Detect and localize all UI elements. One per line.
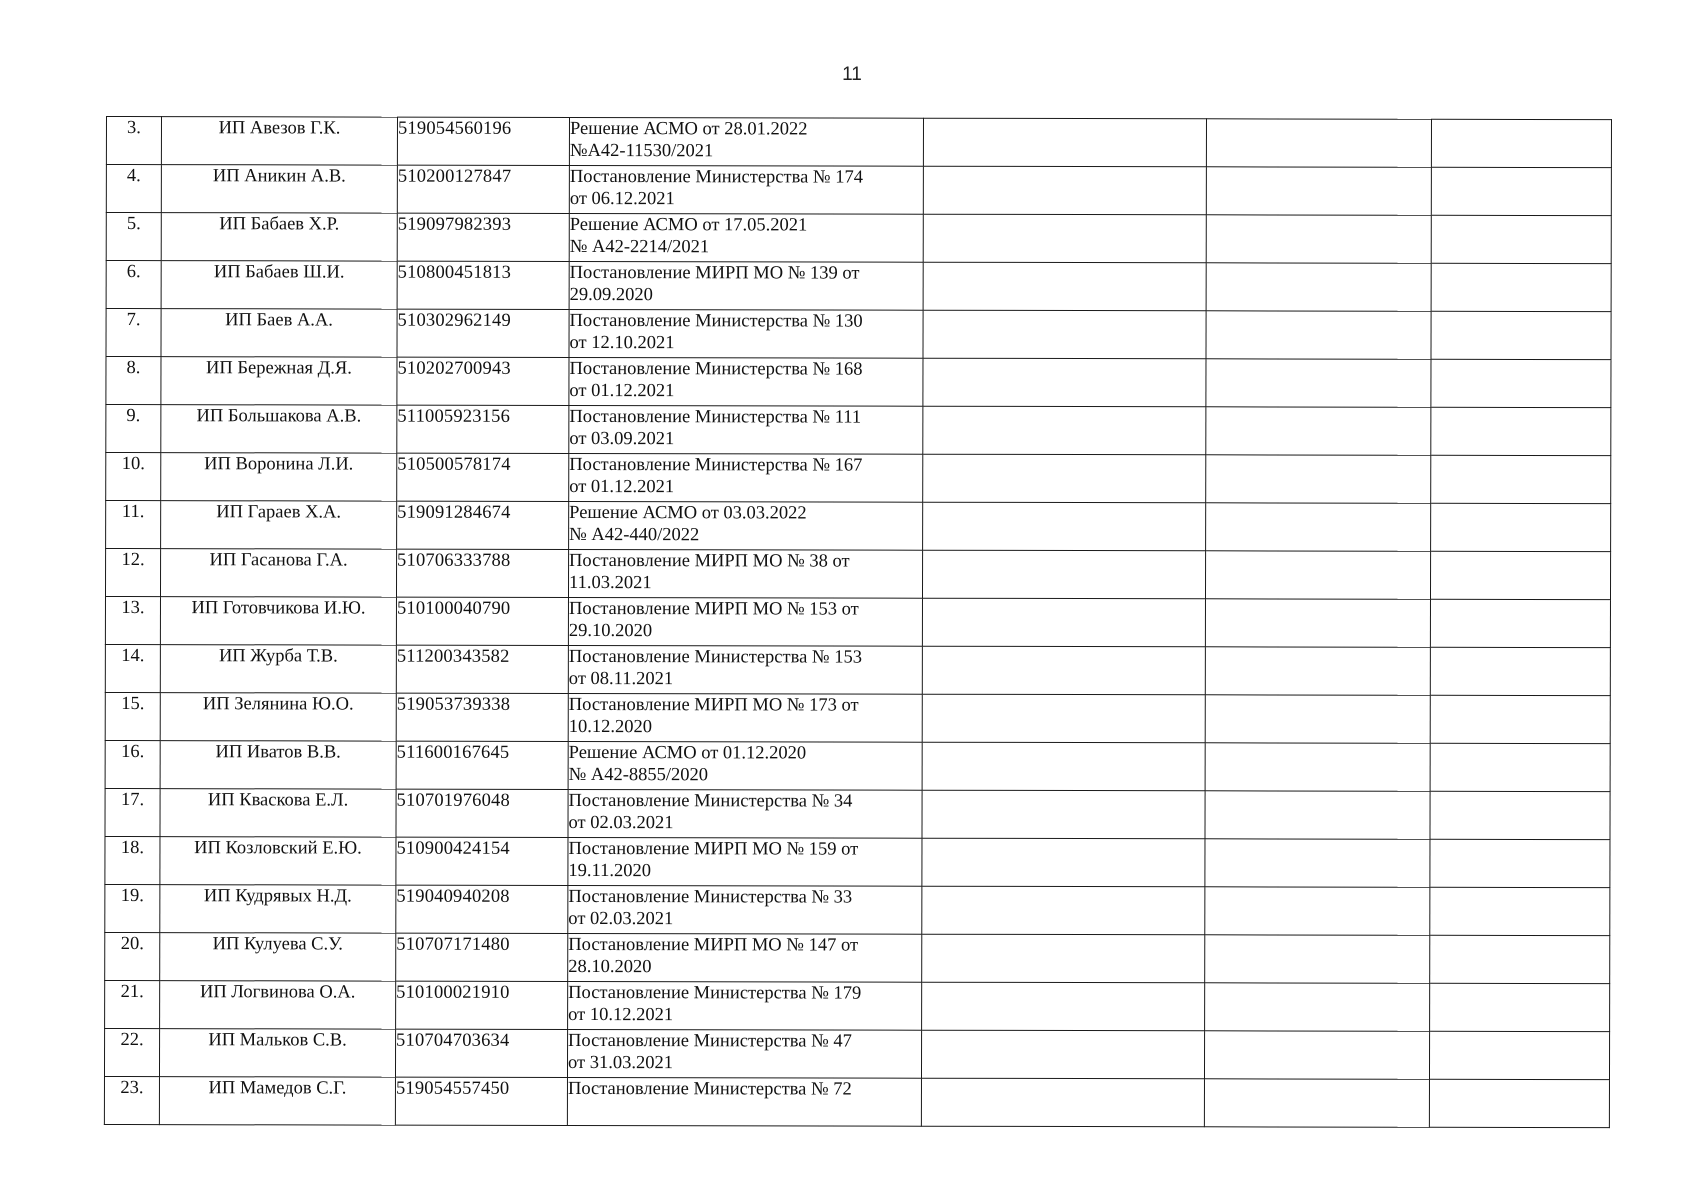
document-line-1: Постановление Министерства № 168 <box>569 358 863 380</box>
document-line-1: Решение АСМО от 17.05.2021 <box>569 214 808 236</box>
row-number-cell: 21. <box>105 980 160 1028</box>
document-line-1: Постановление Министерства № 47 <box>568 1030 852 1052</box>
document-cell <box>569 357 923 406</box>
table-row <box>105 644 1610 695</box>
empty-cell <box>922 598 1205 647</box>
document-line-2: от 02.03.2021 <box>568 908 674 930</box>
empty-cell <box>1205 743 1430 791</box>
empty-cell <box>923 118 1206 167</box>
table-row <box>106 117 1611 168</box>
row-number-cell: 10. <box>106 453 161 501</box>
table-row <box>106 213 1611 264</box>
empty-cell <box>1430 551 1610 599</box>
inn-cell: 519054560196 <box>397 117 569 165</box>
document-line-2: 29.10.2020 <box>568 620 653 642</box>
empty-cell <box>1205 695 1430 743</box>
table-row <box>105 692 1610 743</box>
empty-cell <box>1206 311 1431 359</box>
inn-cell: 511200343582 <box>396 645 568 693</box>
row-number-cell: 19. <box>105 884 160 932</box>
document-line-1: Решение АСМО от 01.12.2020 <box>568 742 807 764</box>
empty-cell <box>1430 743 1610 791</box>
document-cell <box>568 597 922 646</box>
empty-cell <box>1206 263 1431 311</box>
document-cell <box>568 789 922 838</box>
entrepreneur-name-cell: ИП Кудрявых Н.Д. <box>160 885 396 933</box>
inn-cell: 510900424154 <box>396 837 568 885</box>
document-line-2: 29.09.2020 <box>569 284 653 306</box>
document-line-1: Решение АСМО от 28.01.2022 <box>569 118 808 140</box>
empty-cell <box>1206 503 1431 551</box>
inn-cell: 510707171480 <box>396 933 568 981</box>
entrepreneur-name-cell: ИП Гараев Х.А. <box>161 501 397 549</box>
document-line-2: от 10.12.2021 <box>568 1004 674 1026</box>
document-cell <box>569 501 923 550</box>
document-line-1: Постановление МИРП МО № 139 от <box>569 262 860 284</box>
document-line-2: 28.10.2020 <box>568 956 652 978</box>
empty-cell <box>923 502 1206 551</box>
empty-cell <box>923 406 1206 455</box>
empty-cell <box>1430 695 1610 743</box>
row-number-cell: 5. <box>106 213 161 261</box>
row-number-cell: 3. <box>106 117 161 165</box>
row-number-cell: 14. <box>105 644 160 692</box>
empty-cell <box>921 1078 1204 1127</box>
row-number-cell: 17. <box>105 788 160 836</box>
row-number-cell: 16. <box>105 740 160 788</box>
registry-table <box>104 116 1612 1128</box>
document-line-1: Решение АСМО от 03.03.2022 <box>569 502 807 524</box>
empty-cell <box>1206 119 1431 167</box>
empty-cell <box>1205 647 1430 695</box>
document-line-2: от 01.12.2021 <box>569 380 675 402</box>
table-row <box>105 788 1610 839</box>
document-line-1: Постановление Министерства № 153 <box>568 646 862 668</box>
document-line-2: 19.11.2020 <box>568 860 652 882</box>
empty-cell <box>1431 311 1611 359</box>
row-number-cell: 8. <box>106 357 161 405</box>
document-line-2: от 12.10.2021 <box>569 332 675 354</box>
empty-cell <box>1431 119 1611 167</box>
inn-cell: 519040940208 <box>396 885 568 933</box>
empty-cell <box>1206 407 1431 455</box>
document-cell <box>569 261 923 310</box>
row-number-cell: 6. <box>106 261 161 309</box>
document-line-1: Постановление Министерства № 34 <box>568 790 853 812</box>
empty-cell <box>1205 551 1430 599</box>
document-cell <box>568 837 922 886</box>
empty-cell <box>922 886 1205 935</box>
table-row <box>106 357 1611 408</box>
table-row <box>104 1076 1609 1127</box>
document-line-2: от 08.11.2021 <box>568 668 674 690</box>
document-line-1: Постановление Министерства № 174 <box>569 166 863 188</box>
empty-cell <box>923 214 1206 263</box>
document-line-2: № А42-2214/2021 <box>569 236 710 258</box>
document-cell <box>568 885 922 934</box>
inn-cell: 510200127847 <box>397 165 569 213</box>
table-row <box>105 836 1610 887</box>
document-cell <box>568 981 922 1030</box>
entrepreneur-name-cell: ИП Козловский Е.Ю. <box>160 837 396 885</box>
document-line-1: Постановление МИРП МО № 159 от <box>568 838 859 860</box>
entrepreneur-name-cell: ИП Мальков С.В. <box>159 1029 395 1077</box>
table-body <box>104 117 1611 1128</box>
table-row <box>105 884 1610 935</box>
row-number-cell: 4. <box>106 165 161 213</box>
document-line-2: № А42-8855/2020 <box>568 764 709 786</box>
entrepreneur-name-cell: ИП Баев А.А. <box>161 309 397 357</box>
row-number-cell: 15. <box>105 692 160 740</box>
document-cell <box>569 213 923 262</box>
document-line-1: Постановление МИРП МО № 153 от <box>568 598 859 620</box>
empty-cell <box>1206 359 1431 407</box>
entrepreneur-name-cell: ИП Большакова А.В. <box>161 405 397 453</box>
inn-cell: 519097982393 <box>397 213 569 261</box>
table-row <box>105 980 1610 1031</box>
empty-cell <box>1205 839 1430 887</box>
document-cell <box>569 309 923 358</box>
empty-cell <box>1430 839 1610 887</box>
document-line-1: Постановление Министерства № 72 <box>567 1078 852 1100</box>
empty-cell <box>1205 599 1430 647</box>
empty-cell <box>1431 503 1611 551</box>
document-line-2: от 06.12.2021 <box>569 188 675 210</box>
empty-cell <box>1206 455 1431 503</box>
empty-cell <box>922 550 1205 599</box>
table-row <box>106 453 1611 504</box>
document-line-2: от 02.03.2021 <box>568 812 674 834</box>
empty-cell <box>923 166 1206 215</box>
table-row <box>105 549 1610 600</box>
entrepreneur-name-cell: ИП Кваскова Е.Л. <box>160 789 396 837</box>
inn-cell: 510701976048 <box>396 789 568 837</box>
entrepreneur-name-cell: ИП Зелянина Ю.О. <box>160 693 396 741</box>
inn-cell: 519053739338 <box>396 693 568 741</box>
page-number: 11 <box>842 64 862 85</box>
document-line-1: Постановление МИРП МО № 173 от <box>568 694 859 716</box>
empty-cell <box>923 262 1206 311</box>
table-row <box>105 932 1610 983</box>
document-cell <box>567 1029 921 1078</box>
empty-cell <box>1431 407 1611 455</box>
empty-cell <box>1430 935 1610 983</box>
empty-cell <box>1430 647 1610 695</box>
row-number-cell: 13. <box>105 597 160 645</box>
document-line-2: от 31.03.2021 <box>567 1052 674 1074</box>
document-line-2: № А42-440/2022 <box>569 524 700 546</box>
entrepreneur-name-cell: ИП Иватов В.В. <box>160 741 396 789</box>
inn-cell: 511600167645 <box>396 741 568 789</box>
table-row <box>105 597 1610 648</box>
document-line-1: Постановление МИРП МО № 147 от <box>568 934 859 956</box>
document-cell <box>569 453 923 502</box>
entrepreneur-name-cell: ИП Воронина Л.И. <box>161 453 397 501</box>
empty-cell <box>1205 887 1430 935</box>
empty-cell <box>922 838 1205 887</box>
document-line-1: Постановление МИРП МО № 38 от <box>569 550 850 572</box>
empty-cell <box>1204 1031 1429 1079</box>
document-line-2: от 01.12.2021 <box>569 476 675 498</box>
table-row <box>106 501 1611 552</box>
document-cell <box>568 933 922 982</box>
row-number-cell: 12. <box>105 549 160 597</box>
row-number-cell: 22. <box>104 1028 159 1076</box>
row-number-cell: 9. <box>106 405 161 453</box>
empty-cell <box>1429 1079 1609 1127</box>
empty-cell <box>1430 599 1610 647</box>
inn-cell: 510100021910 <box>396 981 568 1029</box>
empty-cell <box>923 454 1206 503</box>
document-line-2: №А42-11530/2021 <box>569 140 714 162</box>
document-line-1: Постановление Министерства № 179 <box>568 982 862 1004</box>
entrepreneur-name-cell: ИП Логвинова О.А. <box>160 981 396 1029</box>
document-line-2: 11.03.2021 <box>569 572 652 594</box>
document-cell <box>569 165 923 214</box>
empty-cell <box>922 934 1205 983</box>
empty-cell <box>921 1030 1204 1079</box>
entrepreneur-name-cell: ИП Бережная Д.Я. <box>161 357 397 405</box>
empty-cell <box>1206 215 1431 263</box>
empty-cell <box>922 982 1205 1031</box>
empty-cell <box>1429 1031 1609 1079</box>
document-line-2: 10.12.2020 <box>568 716 652 738</box>
row-number-cell: 11. <box>106 501 161 549</box>
empty-cell <box>1205 983 1430 1031</box>
empty-cell <box>1431 215 1611 263</box>
table-row <box>106 165 1611 216</box>
empty-cell <box>922 646 1205 695</box>
entrepreneur-name-cell: ИП Готовчикова И.Ю. <box>160 597 396 645</box>
inn-cell: 511005923156 <box>397 405 569 453</box>
empty-cell <box>1431 359 1611 407</box>
inn-cell: 510202700943 <box>397 357 569 405</box>
inn-cell: 510302962149 <box>397 309 569 357</box>
row-number-cell: 20. <box>105 932 160 980</box>
entrepreneur-name-cell: ИП Бабаев Х.Р. <box>161 213 397 261</box>
document-cell <box>568 741 922 790</box>
document-line-1: Постановление Министерства № 33 <box>568 886 853 908</box>
table-row <box>106 309 1611 360</box>
inn-cell: 510500578174 <box>397 453 569 501</box>
empty-cell <box>1430 983 1610 1031</box>
inn-cell: 519091284674 <box>397 501 569 549</box>
empty-cell <box>922 742 1205 791</box>
entrepreneur-name-cell: ИП Бабаев Ш.И. <box>161 261 397 309</box>
document-cell <box>569 405 923 454</box>
table-row <box>105 740 1610 791</box>
entrepreneur-name-cell: ИП Кулуева С.У. <box>160 933 396 981</box>
entrepreneur-name-cell: ИП Мамедов С.Г. <box>159 1077 395 1125</box>
entrepreneur-name-cell: ИП Аникин А.В. <box>161 165 397 213</box>
entrepreneur-name-cell: ИП Журба Т.В. <box>160 645 396 693</box>
row-number-cell: 18. <box>105 836 160 884</box>
empty-cell <box>923 310 1206 359</box>
empty-cell <box>1430 791 1610 839</box>
document-cell <box>567 1077 921 1126</box>
empty-cell <box>1431 167 1611 215</box>
row-number-cell: 7. <box>106 309 161 357</box>
inn-cell: 510704703634 <box>395 1029 567 1077</box>
document-line-1: Постановление Министерства № 167 <box>569 454 863 476</box>
table-row <box>106 261 1611 312</box>
table-row <box>106 405 1611 456</box>
empty-cell <box>1431 455 1611 503</box>
empty-cell <box>1430 887 1610 935</box>
row-number-cell: 23. <box>104 1076 159 1124</box>
empty-cell <box>1205 935 1430 983</box>
document-cell <box>568 549 922 598</box>
inn-cell: 519054557450 <box>395 1077 567 1125</box>
inn-cell: 510100040790 <box>396 597 568 645</box>
empty-cell <box>1431 263 1611 311</box>
document-line-1: Постановление Министерства № 130 <box>569 310 863 332</box>
document-cell <box>569 117 923 166</box>
document-cell <box>568 693 922 742</box>
empty-cell <box>922 790 1205 839</box>
entrepreneur-name-cell: ИП Гасанова Г.А. <box>160 549 396 597</box>
document-cell <box>568 645 922 694</box>
entrepreneur-name-cell: ИП Авезов Г.К. <box>161 117 397 165</box>
document-line-1: Постановление Министерства № 111 <box>569 406 862 428</box>
empty-cell <box>1206 167 1431 215</box>
empty-cell <box>1204 1079 1429 1127</box>
document-line-2: от 03.09.2021 <box>569 428 675 450</box>
table-row <box>104 1028 1609 1079</box>
inn-cell: 510706333788 <box>396 549 568 597</box>
empty-cell <box>923 358 1206 407</box>
inn-cell: 510800451813 <box>397 261 569 309</box>
empty-cell <box>922 694 1205 743</box>
empty-cell <box>1205 791 1430 839</box>
